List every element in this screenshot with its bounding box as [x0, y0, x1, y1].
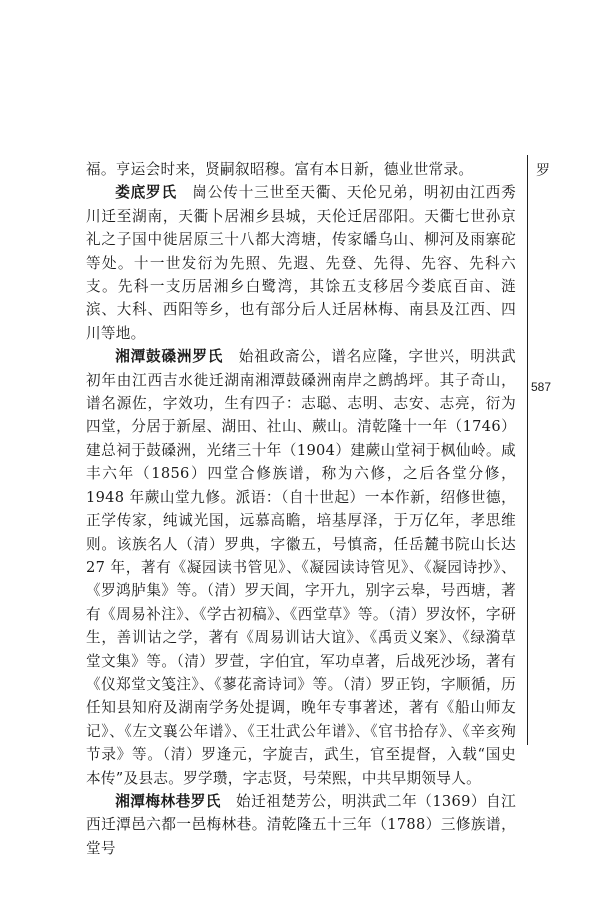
paragraph-loudi-luo [86, 181, 516, 345]
entry-heading: 湘潭梅林巷罗氏 [115, 792, 221, 810]
margin-rule [527, 155, 528, 745]
running-head: 罗 [536, 163, 550, 179]
paragraph-xiangtan-guhao [86, 345, 516, 790]
paragraph-xiangtan-meilin [86, 790, 516, 860]
paragraph-continuation [86, 158, 516, 181]
page-number: 587 [531, 380, 552, 394]
paragraph-text: 福。亨运会时来，贤嗣叙昭穆。富有本日新，德业世常录。 [86, 161, 474, 178]
entry-heading: 湘潭鼓磉洲罗氏 [115, 348, 224, 366]
body-text [86, 158, 516, 860]
paragraph-text: 始祖政斋公，谱名应隆，字世兴，明洪武初年由江西吉水徙迁湖南湘潭鼓磉洲南岸之鹧鸪坪。其子奇山，谱名源佐，字效功，生有四子：志聪、志明、志安、志亮，衍为四堂，分居于新屋、湖田、社山、蕨山。清乾隆十一年（1746）建总祠于鼓磉洲，光绪三十年（1904）建蕨山堂祠于枫仙岭。咸丰六年（1856）四堂合修族谱，称为六修，之后各堂分修，1948 年蕨山堂九修。派语：（自十世起）一本作新，绍修世德，正学传家，纯诚光国，远慕高瞻，培基厚泽，于万亿年，孝思维则。该族名人（清）罗典，字徽五，号慎斋，任岳麓书院山长达 27 年，著有《凝园读书管见》、《凝园读诗管见》、《凝园诗抄》、《罗鸿胪集》等。（清）罗天阊，字开九，别字云皋，号西塘，著有《周易补注》、《学古初稿》、《西堂草》等。（清）罗汝怀，字研生，善训诂之学，著有《周易训诂大谊》、《禹贡义案》、《绿漪草堂文集》等。（清）罗萱，字伯宜，军功卓著，后战死沙场，著有《仪郑堂文笺注》、《蓼花斋诗词》等。（清）罗正钧，字顺循，历任知县知府及湖南学务处提调，晚年专事著述，著有《船山师友记》、《左文襄公年谱》、《王壮武公年谱》、《官书拾存》、《辛亥殉节录》等。（清）罗逢元，字旋吉，武生，官至提督，入载“国史本传”及县志。罗学瓒，字志贤，号荣熙，中共早期领导人。 [86, 348, 516, 787]
paragraph-text: 崗公传十三世至天衢、天伦兄弟，明初由江西秀川迁至湖南，天衢卜居湘乡县城，天伦迁居邵阳。天衢七世孙京礼之子国中徙居原三十八都大湾塘，传家皤乌山、柳河及雨寨砣等处。十一世发衍为先照、先遐、先登、先得、先容、先科六支。先科一支历居湘乡白鹭湾，其馀五支移居今娄底百亩、涟滨、大科、西阳等乡，也有部分后人迁居林梅、南县及江西、四川等地。 [86, 184, 516, 342]
entry-heading: 娄底罗氏 [115, 184, 177, 202]
paragraph-text: 始迁祖楚芳公，明洪武二年（1369）自江西迁潭邑六都一邑梅林巷。清乾隆五十三年（1788）三修族谱，堂号 [86, 792, 516, 857]
